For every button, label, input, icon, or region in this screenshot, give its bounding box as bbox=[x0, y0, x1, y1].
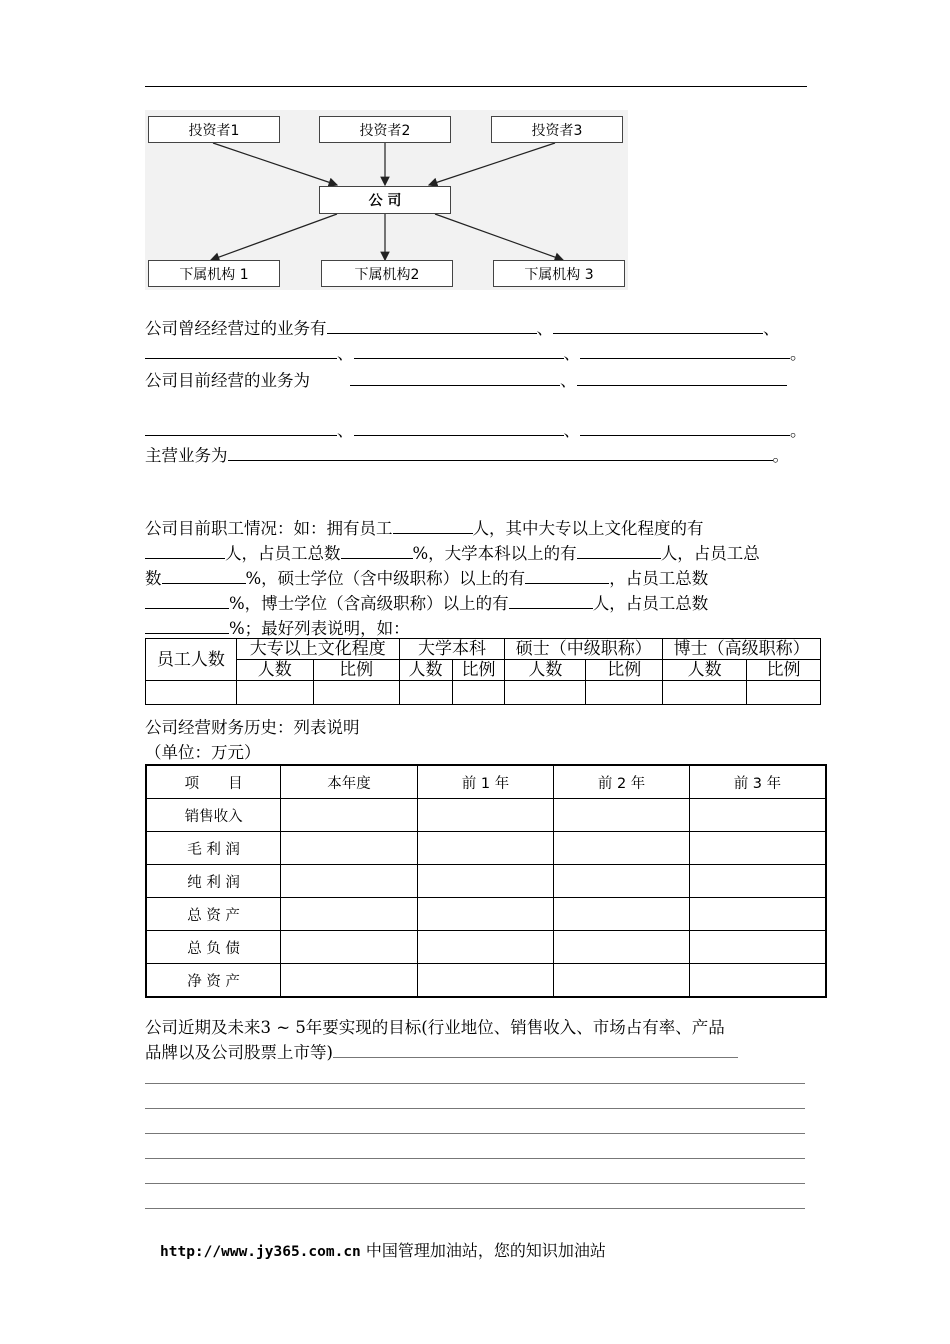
table-cell[interactable] bbox=[313, 681, 399, 705]
finance-title: 公司经营财务历史：列表说明 bbox=[145, 718, 360, 737]
table-cell[interactable] bbox=[554, 865, 690, 898]
table-cell[interactable] bbox=[281, 832, 418, 865]
current-business-line bbox=[145, 368, 787, 393]
staff-text: ，占员工总数 bbox=[609, 569, 709, 588]
table-cell[interactable] bbox=[417, 964, 554, 998]
investor-3-box: 投资者3 bbox=[491, 116, 623, 143]
staff-table bbox=[145, 638, 821, 705]
staff-sub-header: 人数 bbox=[663, 660, 747, 681]
separator: 、 bbox=[560, 371, 577, 390]
staff-text: %，硕士学位（含中级职称）以上的有 bbox=[245, 569, 526, 588]
answer-line[interactable] bbox=[145, 1182, 805, 1184]
table-cell[interactable] bbox=[281, 931, 418, 964]
table-cell[interactable] bbox=[554, 898, 690, 931]
investor-1-box: 投资者1 bbox=[148, 116, 280, 143]
finance-row-label: 总 资 产 bbox=[146, 898, 281, 931]
period: 。 bbox=[790, 421, 807, 440]
staff-text: 人，其中大专以上文化程度的有 bbox=[472, 519, 704, 538]
goals-line-1: 公司近期及未来3 ~ 5年要实现的目标(行业地位、销售收入、市场占有率、产品 bbox=[145, 1018, 725, 1037]
main-business-line bbox=[145, 443, 789, 468]
period: 。 bbox=[790, 344, 807, 363]
blank-field[interactable] bbox=[145, 542, 225, 559]
blank-field[interactable] bbox=[145, 592, 229, 609]
blank-field[interactable] bbox=[350, 369, 560, 386]
table-cell[interactable] bbox=[505, 681, 586, 705]
finance-row-label: 总 负 债 bbox=[146, 931, 281, 964]
table-cell[interactable] bbox=[689, 931, 826, 964]
period: 。 bbox=[772, 446, 789, 465]
finance-header: 项 目 bbox=[146, 765, 281, 799]
staff-text: 人，占员工总 bbox=[660, 544, 760, 563]
staff-sub-header: 人数 bbox=[236, 660, 313, 681]
past-business-line-2 bbox=[145, 341, 807, 366]
blank-field[interactable] bbox=[354, 419, 564, 436]
finance-unit: （单位：万元） bbox=[145, 743, 261, 762]
staff-sub-header: 比例 bbox=[313, 660, 399, 681]
header-rule bbox=[145, 86, 807, 87]
finance-header: 前 1 年 bbox=[417, 765, 554, 799]
finance-row-label: 毛 利 润 bbox=[146, 832, 281, 865]
staff-text: 数 bbox=[145, 569, 162, 588]
table-cell[interactable] bbox=[146, 681, 237, 705]
past-business-line bbox=[145, 316, 780, 341]
table-cell[interactable] bbox=[586, 681, 663, 705]
table-cell[interactable] bbox=[281, 799, 418, 832]
answer-line[interactable] bbox=[145, 1157, 805, 1159]
staff-sub-header: 比例 bbox=[452, 660, 505, 681]
table-cell[interactable] bbox=[554, 832, 690, 865]
current-business-line-2 bbox=[145, 418, 807, 443]
table-cell[interactable] bbox=[689, 898, 826, 931]
staff-text: 人，占员工总数 bbox=[592, 594, 709, 613]
blank-field[interactable] bbox=[327, 317, 537, 334]
blank-field[interactable] bbox=[525, 567, 609, 584]
table-cell[interactable] bbox=[689, 799, 826, 832]
staff-line-1 bbox=[145, 516, 704, 541]
blank-field[interactable] bbox=[580, 342, 790, 359]
org-diagram bbox=[145, 110, 628, 290]
investor-2-box: 投资者2 bbox=[319, 116, 451, 143]
answer-line[interactable] bbox=[145, 1082, 805, 1084]
footer-url[interactable]: http://www.jy365.com.cn bbox=[160, 1244, 361, 1260]
staff-text: %，大学本科以上的有 bbox=[412, 544, 577, 563]
blank-field[interactable] bbox=[393, 517, 473, 534]
table-cell[interactable] bbox=[689, 964, 826, 998]
staff-text: 人，占员工总数 bbox=[225, 544, 341, 563]
staff-sub-header: 比例 bbox=[586, 660, 663, 681]
footer bbox=[160, 1238, 606, 1261]
table-cell[interactable] bbox=[281, 865, 418, 898]
current-business-label: 公司目前经营的业务为 bbox=[145, 371, 310, 390]
staff-sub-header: 人数 bbox=[505, 660, 586, 681]
table-cell[interactable] bbox=[747, 681, 821, 705]
staff-line-2 bbox=[145, 541, 760, 566]
blank-field[interactable] bbox=[145, 419, 337, 436]
separator: 、 bbox=[763, 319, 780, 338]
table-cell[interactable] bbox=[689, 832, 826, 865]
staff-group-header: 博士（高级职称） bbox=[663, 639, 821, 660]
finance-row-label: 纯 利 润 bbox=[146, 865, 281, 898]
subsidiary-1-box: 下属机构 1 bbox=[148, 260, 280, 287]
staff-text: %；最好列表说明，如： bbox=[229, 619, 410, 638]
table-cell[interactable] bbox=[417, 898, 554, 931]
finance-header: 本年度 bbox=[281, 765, 418, 799]
staff-line-3 bbox=[145, 566, 708, 591]
blank-field[interactable] bbox=[577, 542, 661, 559]
past-business-label: 公司曾经经营过的业务有 bbox=[145, 319, 327, 338]
blank-field[interactable] bbox=[577, 369, 787, 386]
staff-group-header: 大专以上文化程度 bbox=[236, 639, 399, 660]
staff-sub-header: 比例 bbox=[747, 660, 821, 681]
table-cell[interactable] bbox=[417, 799, 554, 832]
answer-line[interactable] bbox=[145, 1132, 805, 1134]
subsidiary-3-box: 下属机构 3 bbox=[493, 260, 625, 287]
blank-field[interactable] bbox=[145, 342, 337, 359]
staff-group-header: 硕士（中级职称） bbox=[505, 639, 663, 660]
table-cell[interactable] bbox=[281, 898, 418, 931]
answer-line[interactable] bbox=[145, 1107, 805, 1109]
blank-field[interactable] bbox=[354, 342, 564, 359]
staff-line-4 bbox=[145, 591, 708, 616]
table-cell[interactable] bbox=[281, 964, 418, 998]
staff-text: %，博士学位（含高级职称）以上的有 bbox=[229, 594, 509, 613]
finance-table bbox=[145, 764, 827, 998]
blank-field[interactable] bbox=[162, 567, 246, 584]
table-cell[interactable] bbox=[236, 681, 313, 705]
blank-field[interactable] bbox=[509, 592, 593, 609]
table-cell[interactable] bbox=[554, 931, 690, 964]
blank-field[interactable] bbox=[228, 444, 773, 461]
table-cell[interactable] bbox=[554, 964, 690, 998]
separator: 、 bbox=[563, 344, 580, 363]
table-cell[interactable] bbox=[417, 931, 554, 964]
blank-field[interactable] bbox=[580, 419, 790, 436]
table-cell[interactable] bbox=[417, 832, 554, 865]
separator: 、 bbox=[337, 421, 354, 440]
company-box: 公 司 bbox=[319, 186, 451, 214]
table-cell[interactable] bbox=[689, 865, 826, 898]
separator: 、 bbox=[563, 421, 580, 440]
blank-field[interactable] bbox=[341, 542, 413, 559]
main-business-label: 主营业务为 bbox=[145, 446, 228, 465]
staff-group-header: 大学本科 bbox=[399, 639, 505, 660]
staff-text: 公司目前职工情况：如：拥有员工 bbox=[145, 519, 393, 538]
finance-header: 前 2 年 bbox=[554, 765, 690, 799]
finance-row-label: 净 资 产 bbox=[146, 964, 281, 998]
staff-sub-header: 人数 bbox=[399, 660, 452, 681]
table-cell[interactable] bbox=[399, 681, 452, 705]
blank-field[interactable] bbox=[145, 617, 229, 634]
goals-text: 品牌以及公司股票上市等) bbox=[145, 1043, 333, 1062]
answer-line[interactable] bbox=[145, 1207, 805, 1209]
table-cell[interactable] bbox=[452, 681, 505, 705]
finance-header: 前 3 年 bbox=[689, 765, 826, 799]
blank-field[interactable] bbox=[333, 1041, 738, 1058]
table-cell[interactable] bbox=[417, 865, 554, 898]
table-cell[interactable] bbox=[554, 799, 690, 832]
blank-field[interactable] bbox=[553, 317, 763, 334]
table-cell[interactable] bbox=[663, 681, 747, 705]
separator: 、 bbox=[536, 319, 553, 338]
finance-row-label: 销售收入 bbox=[146, 799, 281, 832]
subsidiary-2-box: 下属机构2 bbox=[321, 260, 453, 287]
goals-line-2 bbox=[145, 1040, 738, 1065]
staff-col-header: 员工人数 bbox=[146, 639, 237, 681]
separator: 、 bbox=[337, 344, 354, 363]
footer-slogan: 中国管理加油站，您的知识加油站 bbox=[365, 1241, 606, 1260]
